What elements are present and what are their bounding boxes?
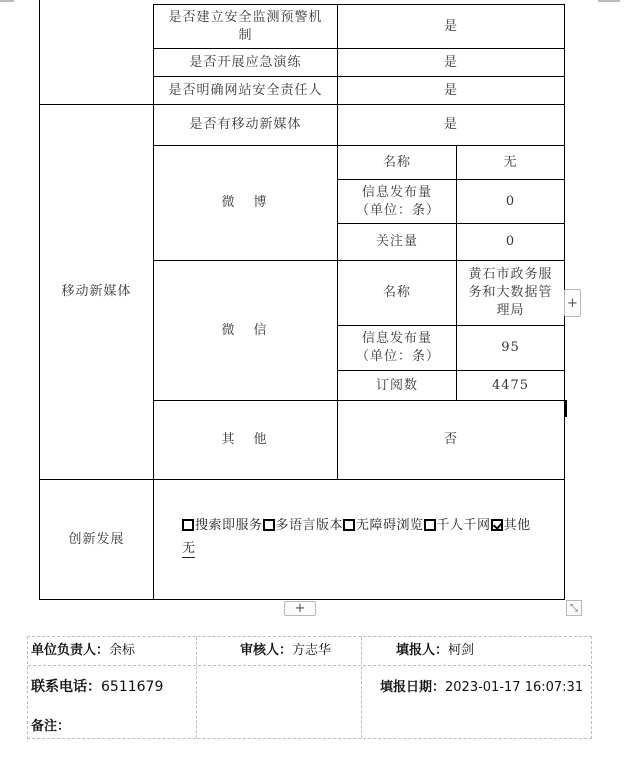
- innovation-other-value: 无: [182, 541, 196, 556]
- add-column-button[interactable]: +: [564, 289, 581, 317]
- fill-date-value: 2023-01-17 16:07:31: [445, 680, 584, 695]
- phone-value: 6511679: [101, 679, 164, 695]
- warning-mechanism-value: 是: [443, 18, 458, 34]
- option-multilingual-label: 多语言版本: [275, 518, 344, 533]
- option-multilingual[interactable]: [263, 518, 344, 533]
- table-resize-handle-icon[interactable]: ⤡: [566, 600, 582, 616]
- weibo-followers-label: 关注量: [375, 234, 418, 249]
- fill-date-label: 填报日期：: [380, 680, 446, 695]
- checkbox-accessibility[interactable]: [343, 519, 355, 531]
- reviewer: [240, 639, 331, 658]
- checkbox-personalized[interactable]: [424, 519, 436, 531]
- emergency-drill-label: 是否开展应急演练: [189, 54, 302, 70]
- unit-head: [31, 639, 135, 658]
- checkbox-multilingual[interactable]: [263, 519, 275, 531]
- option-other[interactable]: [491, 518, 531, 533]
- innovation-label: 创新发展: [68, 531, 125, 547]
- weibo-label: 微 博: [221, 195, 270, 210]
- other-media-value: 否: [443, 432, 458, 447]
- weibo-name-value: 无: [503, 154, 518, 170]
- weibo-followers-value: 0: [505, 234, 516, 249]
- checkbox-other-checked[interactable]: [491, 519, 503, 531]
- filler-label: 填报人：: [396, 643, 449, 658]
- option-personalized-label: 千人千网: [436, 518, 491, 533]
- weibo-name-label: 名称: [382, 154, 411, 170]
- filler: [396, 639, 474, 658]
- wechat-name-value: 黄石市政务服务和大数据管理局: [468, 267, 553, 318]
- weibo-posts-value: 0: [505, 193, 516, 209]
- weibo-posts-label: 信息发布量（单位：条）: [356, 184, 441, 218]
- checkbox-search-service[interactable]: [182, 519, 194, 531]
- mobile-media-section-label: 移动新媒体: [61, 284, 132, 299]
- wechat-posts-value: 95: [501, 340, 520, 355]
- add-row-button[interactable]: +: [284, 601, 316, 616]
- unit-head-value: 余标: [109, 643, 136, 658]
- wechat-posts-label: 信息发布量（单位：条）: [356, 331, 441, 364]
- wechat-subscribers-label: 订阅数: [375, 377, 418, 393]
- option-search-service[interactable]: [182, 518, 263, 533]
- responsible-person-label: 是否明确网站安全责任人: [168, 82, 323, 98]
- warning-mechanism-label: 是否建立安全监测预警机制: [168, 9, 323, 43]
- page-corner-mark-left: [0, 0, 14, 2]
- filler-value: 柯剑: [448, 643, 475, 658]
- page-corner-mark-right: [598, 0, 620, 2]
- has-mobile-media-label: 是否有移动新媒体: [189, 117, 302, 132]
- reviewer-value: 方志华: [292, 643, 332, 658]
- other-media-label: 其 他: [221, 432, 270, 447]
- wechat-subscribers-value: 4475: [491, 377, 530, 393]
- emergency-drill-value: 是: [443, 54, 458, 70]
- unit-head-label: 单位负责人：: [31, 643, 110, 658]
- responsible-person-value: 是: [443, 82, 458, 98]
- reviewer-label: 审核人：: [240, 643, 293, 658]
- wechat-name-label: 名称: [382, 285, 411, 300]
- option-search-service-label: 搜索即服务: [195, 518, 263, 533]
- phone: [31, 676, 163, 696]
- option-accessibility[interactable]: [343, 518, 424, 533]
- phone-label: 联系电话：: [31, 679, 101, 695]
- fill-date: [380, 676, 583, 695]
- option-personalized[interactable]: [424, 518, 491, 533]
- option-other-label: 其他: [503, 518, 531, 533]
- option-accessibility-label: 无障碍浏览: [356, 518, 424, 533]
- remarks-label: 备注：: [31, 719, 71, 734]
- wechat-label: 微 信: [221, 322, 270, 338]
- innovation-options: [182, 517, 562, 535]
- has-mobile-media-value: 是: [443, 117, 458, 132]
